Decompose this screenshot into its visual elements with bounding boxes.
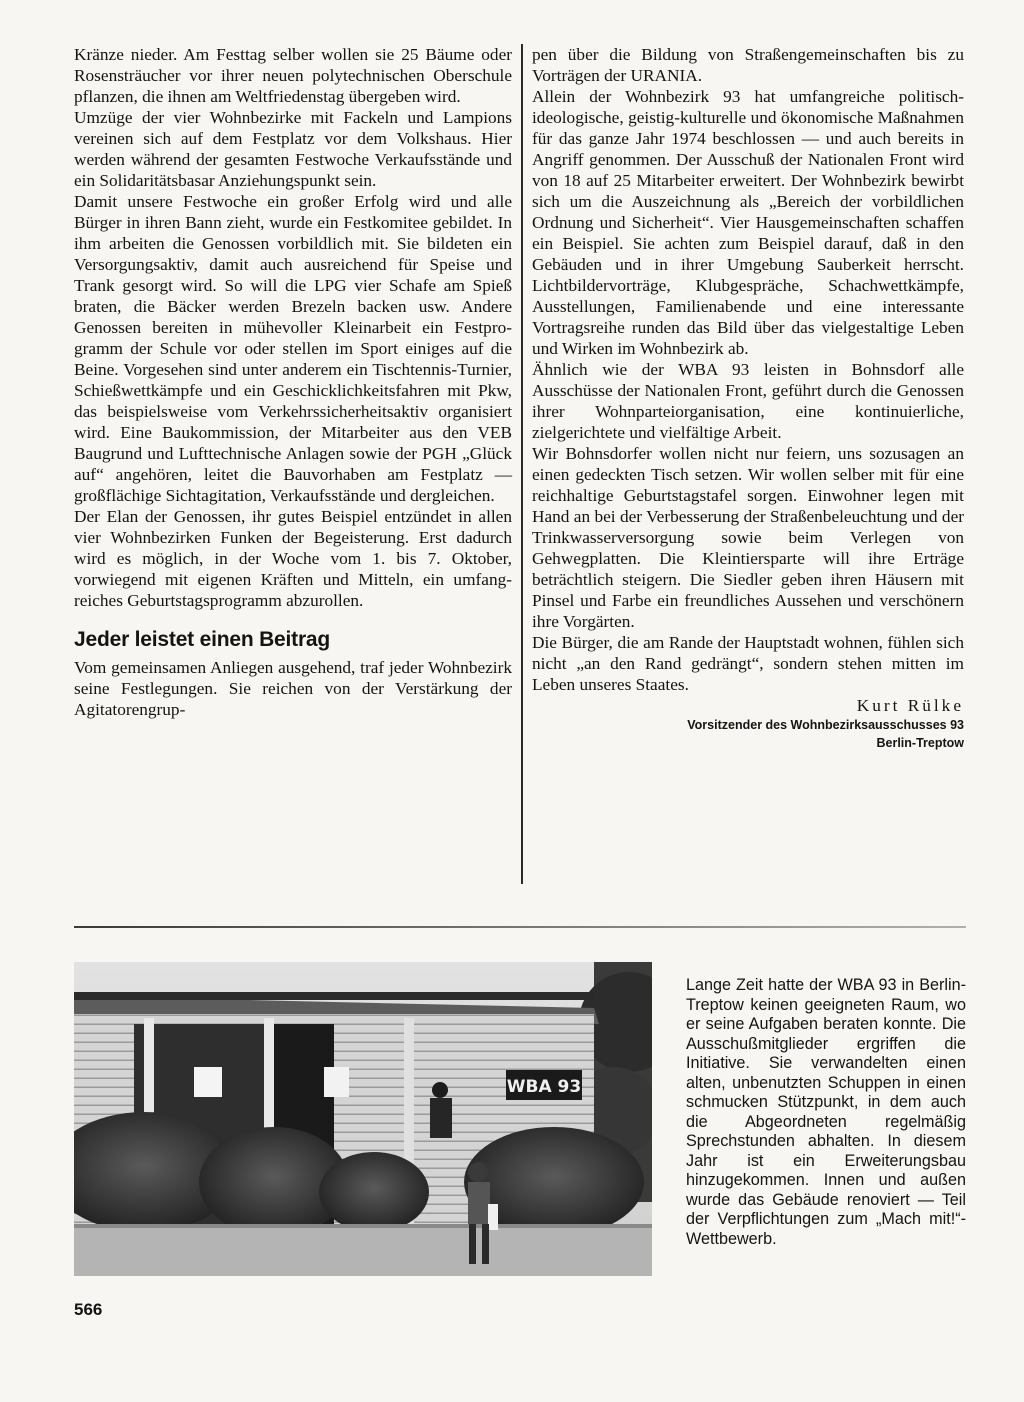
paragraph: Der Elan der Genossen, ihr gutes Beispiel entzündet in allen vier Wohnbezirken Funken der Begeisterung. Erst dadurch wird es möglich, in der Woche vom 1. bis 7. Oktober, vorwiegend mit eigenen Kräften und Mitteln, ein umfangreiches Geburtstagsprogramm abzurollen. — [74, 507, 512, 610]
photo-wba93-building — [74, 962, 652, 1276]
author-place: Berlin-Treptow — [876, 736, 964, 750]
section-heading: Jeder leistet einen Beitrag — [74, 628, 331, 651]
page-number: 566 — [74, 1300, 103, 1319]
paragraph: Vom gemeinsamen Anliegen ausgehend, traf jeder Wohnbezirk seine Festlegungen. Sie reichen von der Verstärkung der Agitatorengrup- — [74, 658, 512, 719]
paragraph: pen über die Bildung von Straßengemeinschaften bis zu Vorträgen der URANIA. — [532, 45, 964, 85]
paragraph: Umzüge der vier Wohnbezirke mit Fackeln und Lampions vereinen sich auf dem Festplatz vor dem Volkshaus. Hier werden während der gesamten Festwoche Verkaufsstände und ein Solidaritätsbasar Anziehungspunkt sein. — [74, 108, 512, 190]
paragraph: Kränze nieder. Am Festtag selber wollen sie 25 Bäume oder Rosensträucher vor ihrer neuen polytechnischen Oberschule pflanzen, die ihnen am Weltfriedenstag übergeben wird. — [74, 45, 512, 106]
right-column — [532, 44, 964, 752]
author-role: Vorsitzender des Wohnbezirksausschusses 93 — [687, 718, 964, 732]
paragraph: Die Bürger, die am Rande der Hauptstadt wohnen, fühlen sich nicht „an den Rand gedrängt“, sondern stehen mitten im Leben unseres Staates. — [532, 633, 964, 694]
paragraph: Wir Bohnsdorfer wollen nicht nur feiern, uns sozusagen an einen gedeckten Tisch setzen. Wir wollen selber mit für eine reichhaltige Geburtstagstafel sorgen. Einwohner legen mit Hand an bei der Verbesserung der Straßenbeleuchtung und der Trinkwasserversorgung sowie beim Verlegen von Gehwegplatten. Die Kleintiersparte will ihre Erträge beträchtlich steigern. Die Siedler geben ihren Häusern mit Pinsel und Farbe ein freundliches Aussehen und verschönern ihre Vorgärten. — [532, 444, 964, 631]
left-column — [74, 44, 512, 720]
paragraph: Damit unsere Festwoche ein großer Erfolg wird und alle Bürger in ihren Bann zieht, wurde ein Festkomitee gebildet. In ihm arbeiten die Genossen vorbildlich mit. Sie bildeten ein Versorgungsaktiv, damit auch ausreichend für Speise und Trank gesorgt wird. So will die LPG vier Schafe am Spieß braten, die Bäcker werden Brezeln backen usw. Andere Genossen bereiten in mühevoller Kleinarbeit ein Festprogramm der Schule vor oder stellen im Sport einiges auf die Beine. Vorgesehen sind unter anderem ein Tischtennis-Turnier, Schießwettkämpfe und ein Geschicklichkeitsfahren mit Pkw, das beispielsweise vom Verkehrssicherheitsaktiv organisiert wird. Eine Baukommission, der Mitarbeiter aus den VEB Baugrund und Lufttechnische Anlagen sowie der PGH „Glück auf“ angehören, leitet die Bauvorhaben am Festplatz — großflächige Sichtagitation, Verkaufsstände und dergleichen. — [74, 192, 512, 505]
author-name: Kurt Rülke — [856, 696, 964, 715]
photo-caption: Lange Zeit hatte der WBA 93 in Berlin-Treptow keinen geeigneten Raum, wo er seine Aufgaben beraten konnte. Die Ausschußmitglieder ergriffen die Initiative. Sie verwandelten einen alten, unbenutzten Schuppen in einen schmucken Stützpunkt, in dem auch die Abgeordneten regelmäßig Sprechstunden abhalten. In diesem Jahr ist ein Erweiterungsbau hinzugekommen. Innen und außen wurde das Gebäude renoviert — Teil der Verpflichtungen zum „Mach mit!“-Wettbewerb. — [686, 976, 966, 1248]
paragraph: Allein der Wohnbezirk 93 hat umfangreiche politisch-ideologische, geistig-kulturelle und ökonomische Maßnahmen für das ganze Jahr 1974 beschlossen — und auch bereits in Angriff genommen. Der Ausschuß der Nationalen Front wird von 18 auf 25 Mitarbeiter erweitert. Der Wohnbezirk bewirbt sich um die Auszeichnung als „Bereich der vorbildlichen Ordnung und Sicherheit“. Vier Hausgemeinschaften schaffen ein Beispiel. Sie achten zum Beispiel darauf, daß in den Gebäuden und in ihrer Umgebung Sauberkeit herrscht. Lichtbildervorträge, Klubgespräche, Schachwettkämpfe, Ausstellungen, Familienabende und eine interessante Vortragsreihe runden das Bild über das vielgestaltige Leben und Wirken im Wohnbezirk ab. — [532, 87, 964, 358]
photo-sign-text: WBA 93 — [506, 1077, 582, 1097]
column-divider — [521, 44, 523, 884]
paragraph: Ähnlich wie der WBA 93 leisten in Bohnsdorf alle Ausschüsse der Nationalen Front, geführt durch die Genossen ihrer Wohnparteiorganisation, eine kontinuierliche, zielgerichtete und vielfältige Arbeit. — [532, 360, 964, 442]
section-divider — [74, 926, 966, 928]
